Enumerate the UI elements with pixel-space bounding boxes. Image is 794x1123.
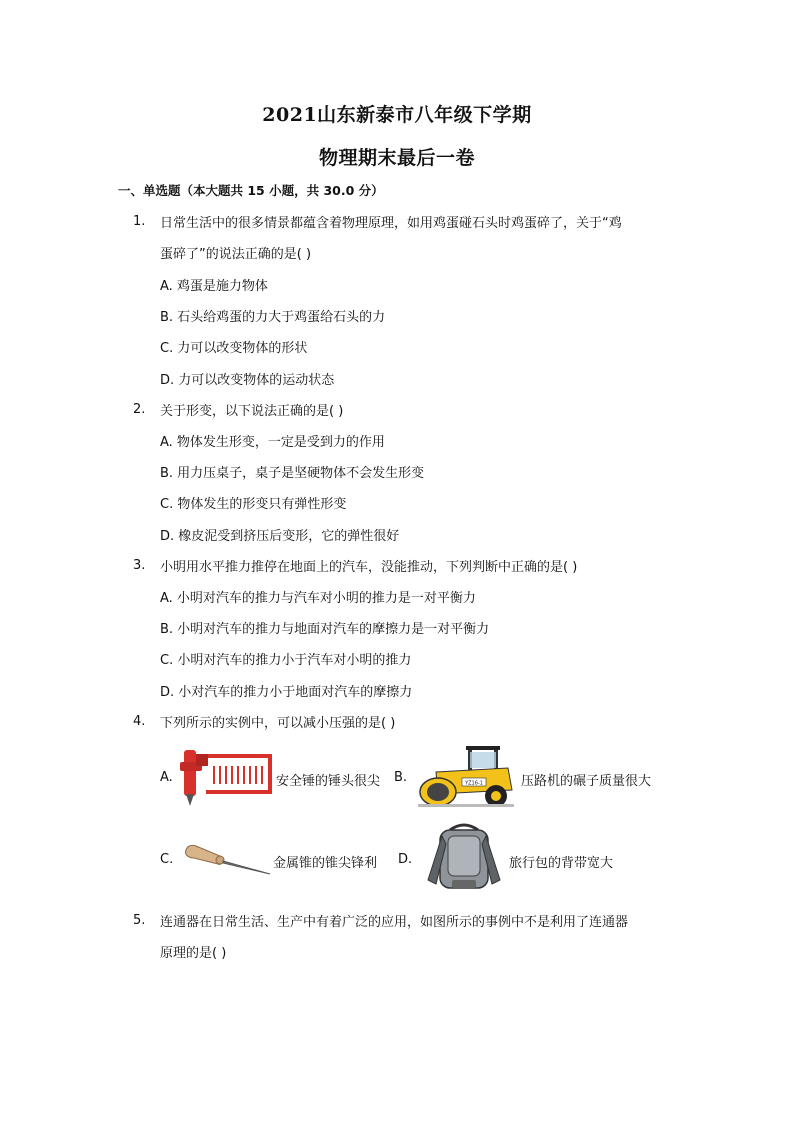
- question-4-option-c-text: 金属锥的锥尖锋利: [273, 856, 378, 871]
- title-line-2: 物理期末最后一卷: [318, 147, 475, 169]
- question-4-option-a-text: 安全锤的锤头很尖: [276, 774, 381, 789]
- roller-model-label: YZ16-1: [465, 780, 483, 787]
- question-3-text: 小明用水平推力推停在地面上的汽车，没能推动，下列判断中正确的是( ): [160, 560, 578, 575]
- question-1-number: 1.: [133, 214, 146, 229]
- metal-awl-image: [182, 840, 272, 880]
- question-1-text-line-2: 蛋碎了”的说法正确的是( ): [160, 247, 312, 262]
- question-4-option-b-letter: B.: [394, 770, 408, 785]
- question-4-text: 下列所示的实例中，可以减小压强的是( ): [160, 716, 396, 731]
- question-1-option-b: B. 石头给鸡蛋的力大于鸡蛋给石头的力: [160, 310, 386, 325]
- question-2-option-b: B. 用力压桌子，桌子是坚硬物体不会发生形变: [160, 466, 425, 481]
- safety-hammer-image: [178, 744, 278, 810]
- question-4-number: 4.: [133, 714, 146, 729]
- question-2-text: 关于形变，以下说法正确的是( ): [160, 404, 344, 419]
- question-5-text-line-1: 连通器在日常生活、生产中有着广泛的应用，如图所示的事例中不是利用了连通器: [160, 915, 629, 930]
- question-4-option-d-letter: D.: [398, 852, 413, 867]
- question-3-option-b: B. 小明对汽车的推力与地面对汽车的摩擦力是一对平衡力: [160, 622, 490, 637]
- question-2-number: 2.: [133, 402, 146, 417]
- question-3-option-c: C. 小明对汽车的推力小于汽车对小明的推力: [160, 653, 412, 668]
- question-2-option-c: C. 物体发生的形变只有弹性形变: [160, 497, 347, 512]
- question-4-option-d-text: 旅行包的背带宽大: [509, 856, 614, 871]
- question-4-option-a-letter: A.: [160, 770, 173, 785]
- question-5-text-line-2: 原理的是( ): [160, 946, 227, 961]
- question-4-option-c-letter: C.: [160, 852, 174, 867]
- question-1-option-d: D. 力可以改变物体的运动状态: [160, 373, 335, 388]
- road-roller-image: [416, 744, 516, 810]
- question-1-option-c: C. 力可以改变物体的形状: [160, 341, 308, 356]
- section-heading: 一、单选题（本大题共 15 小题，共 30.0 分）: [118, 183, 384, 198]
- question-3-option-a: A. 小明对汽车的推力与汽车对小明的推力是一对平衡力: [160, 591, 476, 606]
- question-3-option-d: D. 小对汽车的推力小于地面对汽车的摩擦力: [160, 685, 413, 700]
- question-2-option-a: A. 物体发生形变，一定是受到力的作用: [160, 435, 385, 450]
- question-4-option-b-text: 压路机的碾子质量很大: [521, 774, 652, 789]
- question-1-option-a: A. 鸡蛋是施力物体: [160, 279, 268, 294]
- title-line-1: 2021山东新泰市八年级下学期: [262, 104, 532, 126]
- backpack-image: [424, 822, 504, 894]
- question-5-number: 5.: [133, 913, 146, 928]
- question-3-number: 3.: [133, 558, 146, 573]
- question-2-option-d: D. 橡皮泥受到挤压后变形，它的弹性很好: [160, 529, 400, 544]
- question-1-text-line-1: 日常生活中的很多情景都蕴含着物理原理，如用鸡蛋碰石头时鸡蛋碎了，关于“鸡: [160, 216, 622, 231]
